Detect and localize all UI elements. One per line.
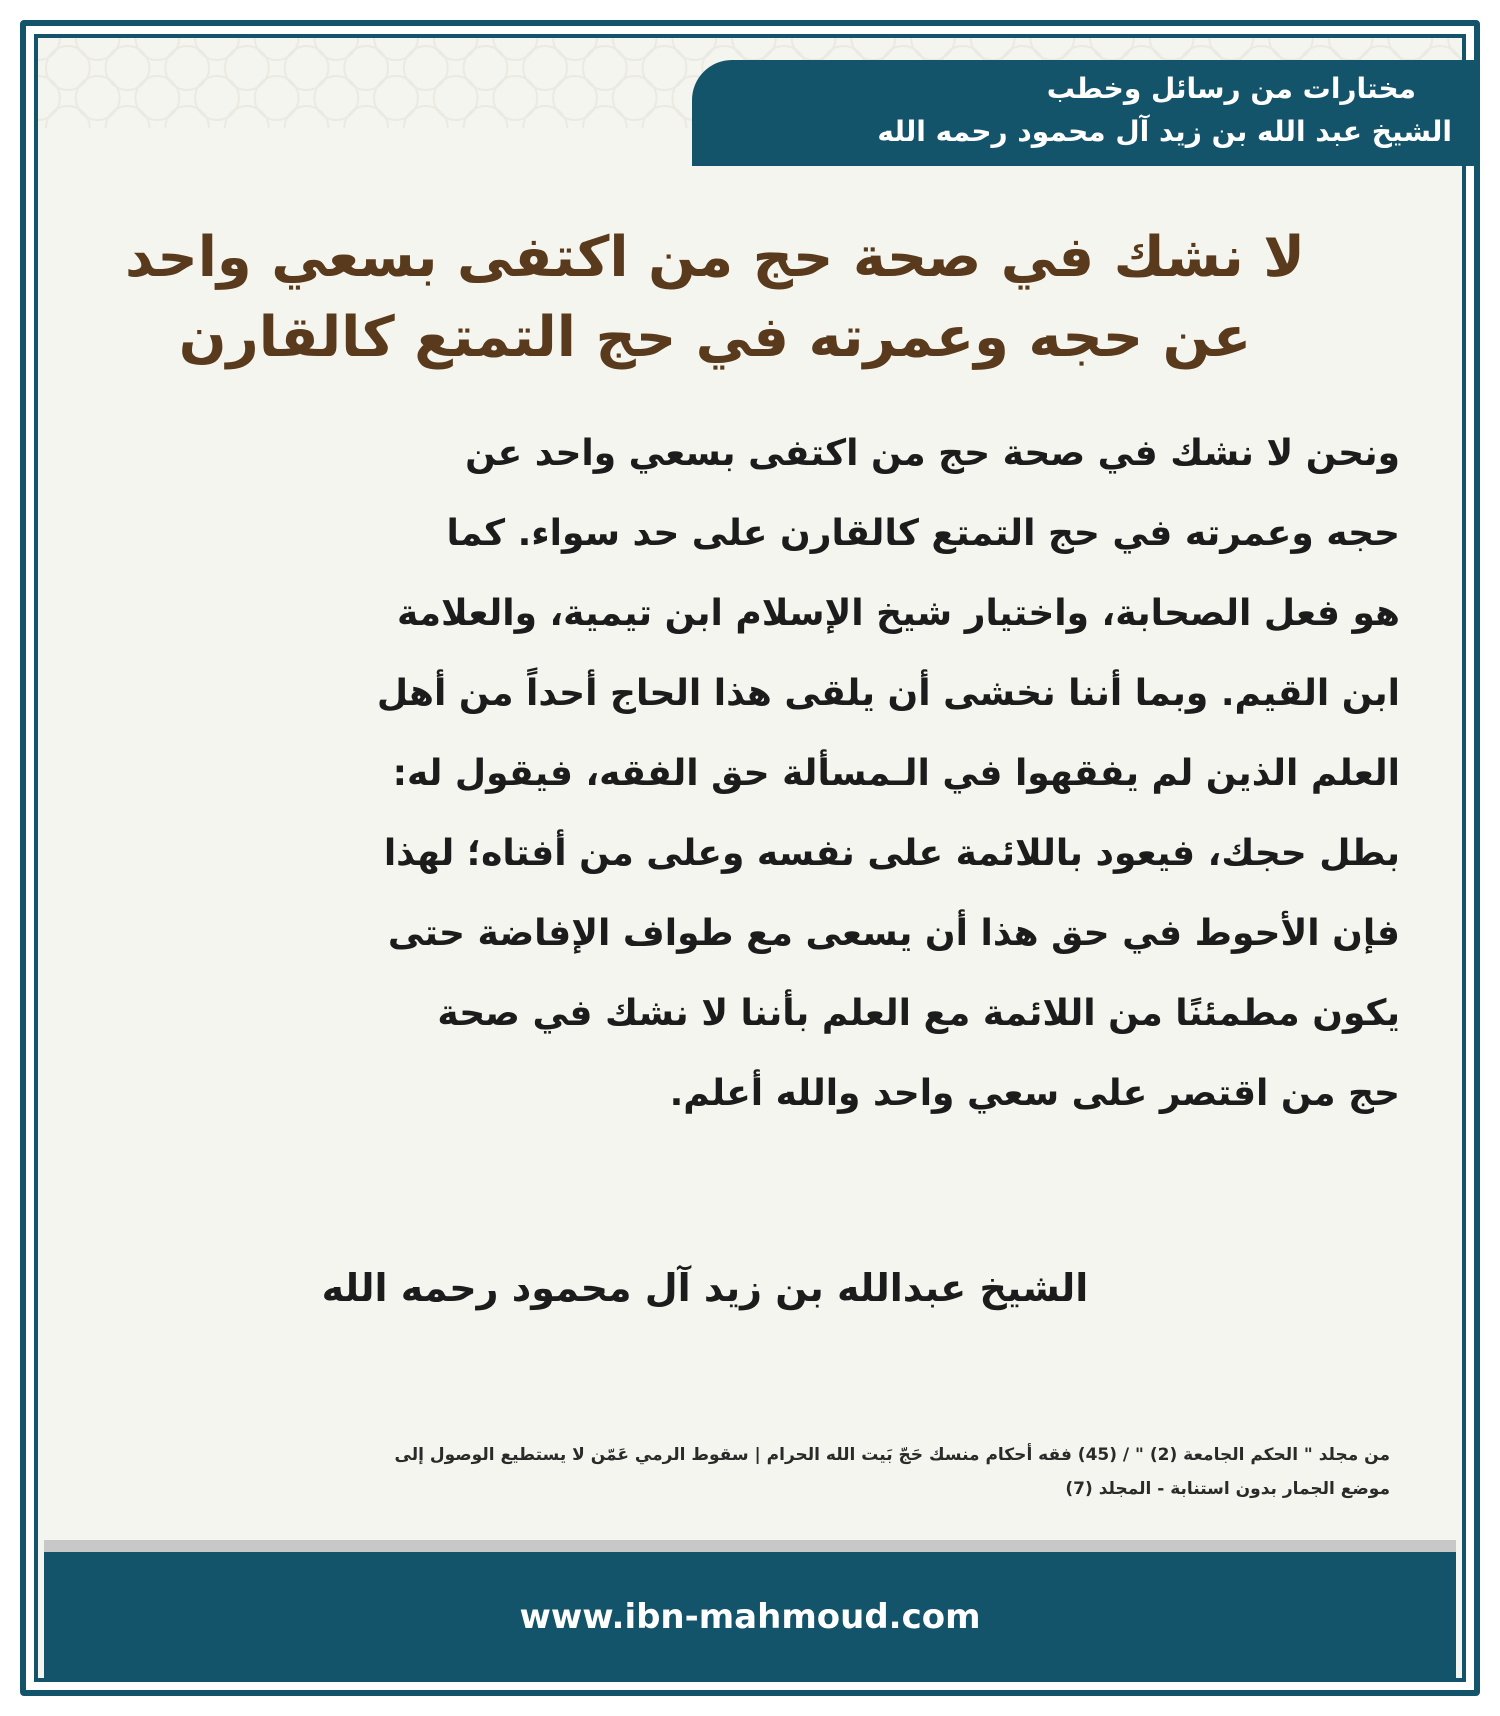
title-line-2: عن حجه وعمرته في حج التمتع كالقارن: [178, 305, 1252, 370]
series-title: مختارات من رسائل وخطب: [1046, 72, 1416, 105]
body-line: العلم الذين لم يفقهوا في الـمسألة حق الفقه، فيقول له:: [392, 753, 1400, 794]
body-line: فإن الأحوط في حق هذا أن يسعى مع طواف الإفاضة حتى: [387, 913, 1400, 954]
source-citation: [90, 1438, 1390, 1506]
body-paragraph: [150, 414, 1400, 1134]
footer-bar: [44, 1552, 1456, 1682]
body-line: حجه وعمرته في حج التمتع كالقارن على حد سواء. كما: [446, 513, 1400, 554]
header-banner: [692, 60, 1476, 166]
title-line-1: لا نشك في صحة حج من اكتفى بسعي واحد: [125, 225, 1305, 290]
body-line: ونحن لا نشك في صحة حج من اكتفى بسعي واحد عن: [465, 433, 1400, 474]
author-name-header: الشيخ عبد الله بن زيد آل محمود رحمه الله: [877, 115, 1452, 148]
body-line: هو فعل الصحابة، واختيار شيخ الإسلام ابن تيمية، والعلامة: [396, 593, 1400, 634]
website-link[interactable]: www.ibn-mahmoud.com: [519, 1597, 981, 1637]
footer-divider: [44, 1540, 1456, 1552]
body-line: بطل حجك، فيعود باللائمة على نفسه وعلى من أفتاه؛ لهذا: [383, 833, 1400, 874]
body-line: ابن القيم. وبما أننا نخشى أن يلقى هذا الحاج أحداً من أهل: [376, 673, 1400, 714]
body-line: حج من اقتصر على سعي واحد والله أعلم.: [669, 1073, 1400, 1114]
source-line-2: موضع الجمار بدون استنابة - المجلد (7): [1065, 1479, 1390, 1499]
source-line-1: من مجلد " الحكم الجامعة (2) " / (45) فقه أحكام منسك حَجّ بَيت الله الحرام | سقوط الرمي عَمّن لا يستطيع الوصول إلى: [394, 1445, 1390, 1465]
signature: الشيخ عبدالله بن زيد آل محمود رحمه الله: [321, 1266, 1089, 1310]
body-line: يكون مطمئنًا من اللائمة مع العلم بأننا لا نشك في صحة: [437, 993, 1400, 1034]
page-title: [90, 218, 1340, 378]
